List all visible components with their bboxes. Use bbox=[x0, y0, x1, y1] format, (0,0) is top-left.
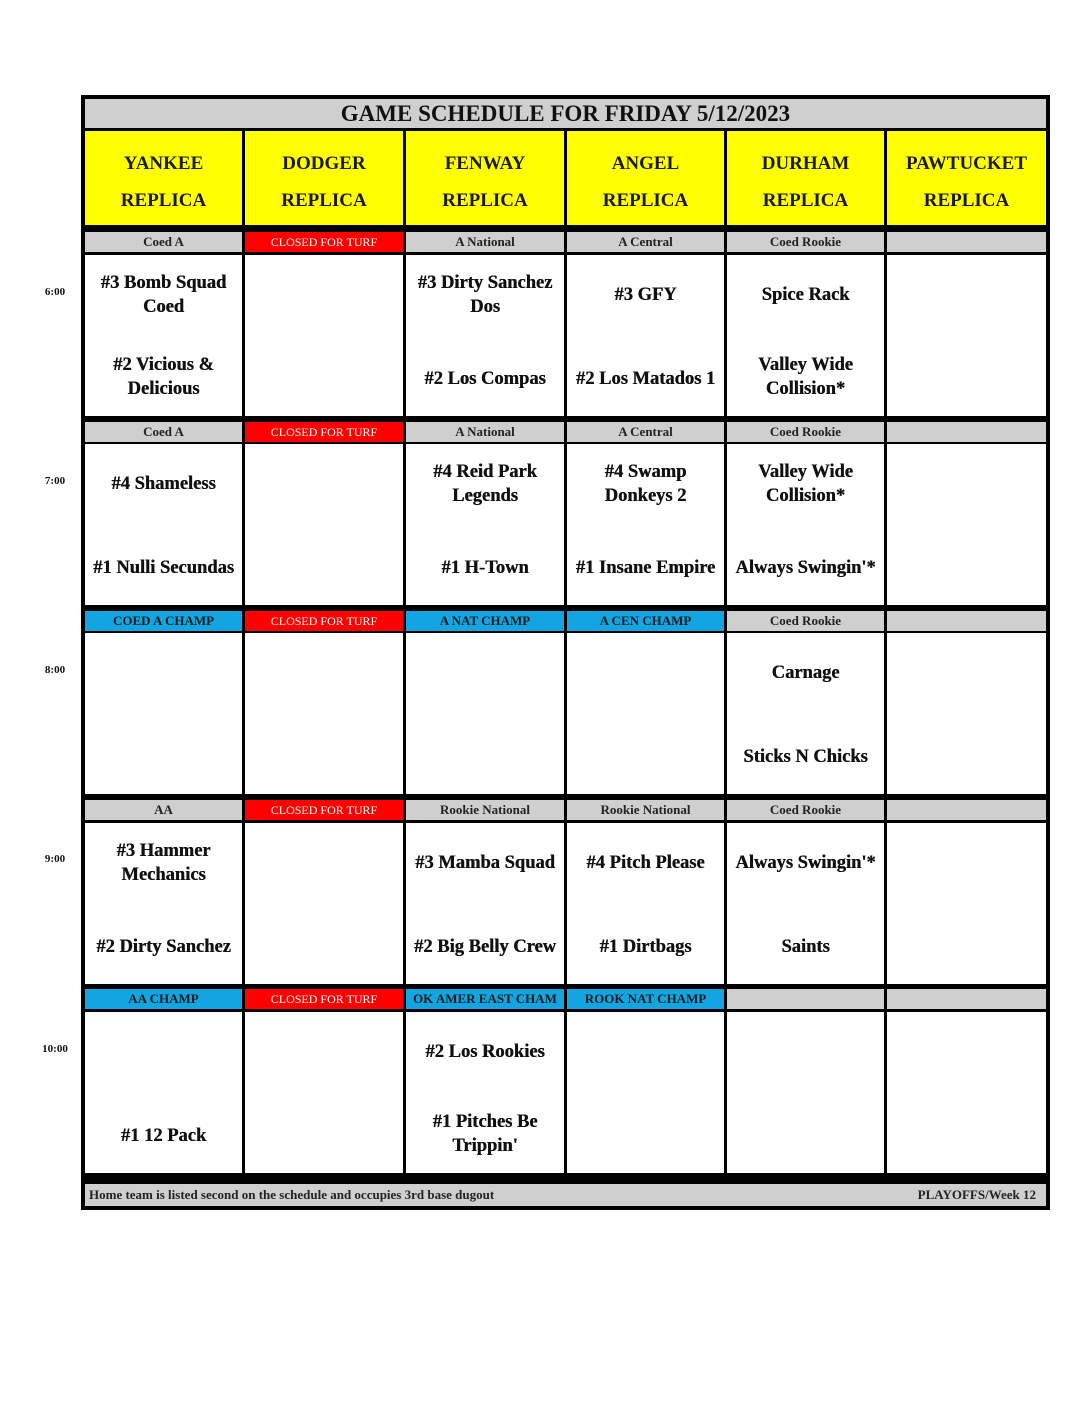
away-team: Carnage bbox=[771, 663, 840, 683]
league-label bbox=[887, 232, 1046, 252]
league-label: CLOSED FOR TURF bbox=[245, 800, 403, 820]
home-team: Valley Wide Collision* bbox=[758, 355, 853, 399]
home-team: Sticks N Chicks bbox=[743, 747, 868, 767]
game-cell bbox=[567, 444, 724, 605]
league-label: Coed Rookie bbox=[727, 232, 884, 252]
field-name: FENWAY bbox=[444, 153, 526, 174]
home-team: #1 Nulli Secundas bbox=[93, 558, 234, 578]
league-label: CLOSED FOR TURF bbox=[245, 989, 403, 1009]
field-header-angel bbox=[567, 131, 724, 225]
footer-week: PLAYOFFS/Week 12 bbox=[917, 1187, 1036, 1202]
field-subtitle: REPLICA bbox=[442, 190, 528, 211]
field-header-fenway bbox=[406, 131, 564, 225]
game-cell bbox=[887, 1012, 1046, 1173]
league-label: A CEN CHAMP bbox=[567, 611, 724, 631]
game-cell bbox=[887, 444, 1046, 605]
footer-note: Home team is listed second on the schedule and occupies 3rd base dugout bbox=[89, 1187, 495, 1202]
footer-bar bbox=[85, 1181, 1046, 1206]
home-team: #2 Los Compas bbox=[424, 369, 546, 389]
field-name: DODGER bbox=[282, 153, 366, 174]
time-label: 10:00 bbox=[42, 1043, 68, 1055]
field-name: PAWTUCKET bbox=[905, 153, 1028, 174]
league-label: COED A CHAMP bbox=[85, 611, 242, 631]
schedule-title: GAME SCHEDULE FOR FRIDAY 5/12/2023 bbox=[85, 99, 1046, 131]
league-label: A National bbox=[406, 422, 564, 442]
home-team: Saints bbox=[781, 937, 830, 957]
league-label: Coed A bbox=[85, 422, 242, 442]
home-team: #1 Dirtbags bbox=[599, 937, 692, 957]
game-cell bbox=[727, 255, 884, 416]
game-cell bbox=[406, 1012, 564, 1173]
game-cell bbox=[406, 444, 564, 605]
field-name: ANGEL bbox=[611, 153, 680, 174]
league-label: CLOSED FOR TURF bbox=[245, 232, 403, 252]
home-team: #1 Insane Empire bbox=[575, 558, 716, 578]
time-label: 7:00 bbox=[44, 475, 66, 487]
game-cell bbox=[727, 444, 884, 605]
time-label: 8:00 bbox=[44, 664, 66, 676]
home-team: Always Swingin'* bbox=[735, 558, 876, 578]
game-cell bbox=[406, 255, 564, 416]
league-label: A Central bbox=[567, 232, 724, 252]
league-label: AA CHAMP bbox=[85, 989, 242, 1009]
game-cell bbox=[887, 633, 1046, 794]
league-label: CLOSED FOR TURF bbox=[245, 422, 403, 442]
game-cell bbox=[85, 823, 242, 984]
field-header-yankee bbox=[85, 131, 242, 225]
league-label: AA bbox=[85, 800, 242, 820]
league-label: CLOSED FOR TURF bbox=[245, 611, 403, 631]
away-team: #3 GFY bbox=[614, 285, 677, 305]
league-label: A NAT CHAMP bbox=[406, 611, 564, 631]
game-cell bbox=[567, 633, 724, 794]
league-label: Coed A bbox=[85, 232, 242, 252]
home-team: #2 Vicious & Delicious bbox=[113, 355, 214, 399]
league-label bbox=[727, 989, 884, 1009]
game-cell bbox=[245, 444, 403, 605]
away-team: #4 Shameless bbox=[111, 474, 216, 494]
home-team: #1 12 Pack bbox=[120, 1126, 207, 1146]
game-cell bbox=[406, 633, 564, 794]
league-label: A National bbox=[406, 232, 564, 252]
home-team: #1 Pitches Be Trippin' bbox=[432, 1112, 538, 1156]
away-team: #2 Los Rookies bbox=[425, 1042, 545, 1062]
game-cell bbox=[727, 633, 884, 794]
field-name: YANKEE bbox=[123, 153, 204, 174]
league-label: A Central bbox=[567, 422, 724, 442]
league-label: Coed Rookie bbox=[727, 800, 884, 820]
away-team: #4 Reid Park Legends bbox=[433, 462, 537, 506]
league-label: Rookie National bbox=[406, 800, 564, 820]
schedule-table bbox=[81, 95, 1050, 1210]
away-team: #3 Bomb Squad Coed bbox=[100, 273, 227, 317]
game-cell bbox=[85, 1012, 242, 1173]
field-name: DURHAM bbox=[761, 153, 850, 174]
away-team: Spice Rack bbox=[761, 285, 850, 305]
league-label bbox=[887, 611, 1046, 631]
league-label: ROOK NAT CHAMP bbox=[567, 989, 724, 1009]
away-team: #3 Dirty Sanchez Dos bbox=[417, 273, 553, 317]
field-header-dodger bbox=[245, 131, 403, 225]
field-subtitle: REPLICA bbox=[281, 190, 367, 211]
away-team: Valley Wide Collision* bbox=[758, 462, 853, 506]
field-subtitle: REPLICA bbox=[923, 190, 1010, 211]
time-label: 9:00 bbox=[44, 853, 66, 865]
league-label bbox=[887, 422, 1046, 442]
game-cell bbox=[887, 255, 1046, 416]
league-label: Coed Rookie bbox=[727, 611, 884, 631]
league-label: Coed Rookie bbox=[727, 422, 884, 442]
league-label bbox=[887, 800, 1046, 820]
field-header-pawtucket bbox=[887, 131, 1046, 225]
game-cell bbox=[887, 823, 1046, 984]
league-label: OK AMER EAST CHAM bbox=[406, 989, 564, 1009]
home-team: #2 Dirty Sanchez bbox=[96, 937, 231, 957]
game-cell bbox=[245, 255, 403, 416]
game-cell bbox=[567, 823, 724, 984]
time-label: 6:00 bbox=[44, 286, 66, 298]
game-cell bbox=[727, 823, 884, 984]
away-team: Always Swingin'* bbox=[735, 853, 876, 873]
game-cell bbox=[85, 255, 242, 416]
away-team: #3 Mamba Squad bbox=[415, 853, 555, 873]
league-label: Rookie National bbox=[567, 800, 724, 820]
home-team: #1 H-Town bbox=[441, 558, 529, 578]
field-header-durham bbox=[727, 131, 884, 225]
game-cell bbox=[85, 633, 242, 794]
field-subtitle: REPLICA bbox=[120, 190, 207, 211]
game-cell bbox=[567, 255, 724, 416]
game-cell bbox=[245, 823, 403, 984]
game-cell bbox=[85, 444, 242, 605]
away-team: #3 Hammer Mechanics bbox=[116, 841, 211, 885]
field-subtitle: REPLICA bbox=[602, 190, 689, 211]
away-team: #4 Pitch Please bbox=[586, 853, 705, 873]
game-cell bbox=[727, 1012, 884, 1173]
away-team: #4 Swamp Donkeys 2 bbox=[604, 462, 687, 506]
game-cell bbox=[245, 633, 403, 794]
game-cell bbox=[406, 823, 564, 984]
game-cell bbox=[567, 1012, 724, 1173]
home-team: #2 Big Belly Crew bbox=[414, 937, 556, 957]
game-cell bbox=[245, 1012, 403, 1173]
league-label bbox=[887, 989, 1046, 1009]
home-team: #2 Los Matados 1 bbox=[575, 369, 716, 389]
field-subtitle: REPLICA bbox=[762, 190, 849, 211]
